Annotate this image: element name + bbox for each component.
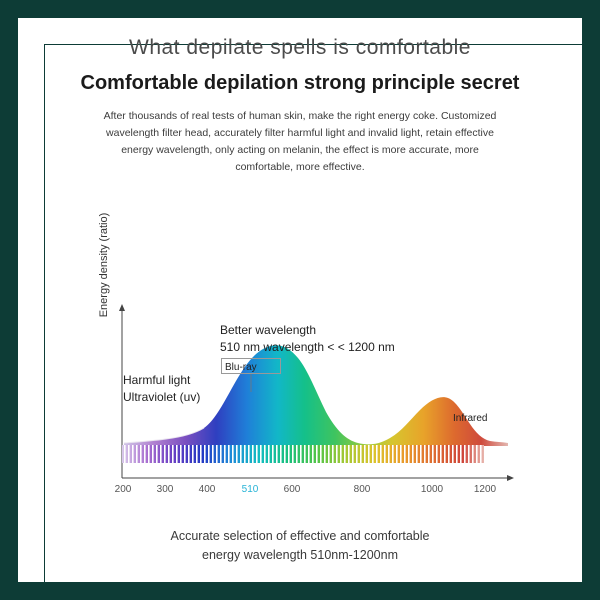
x-tick-1200: 1200 <box>473 484 497 495</box>
annotation-infrared: Infrared <box>453 413 488 424</box>
annotation-harmful-line1: Harmful light <box>123 373 191 387</box>
x-tick-300: 300 <box>156 484 174 495</box>
annotation-harmful-line2: Ultraviolet (uv) <box>123 390 201 405</box>
annotation-better-line2: 510 nm wavelength < < 1200 nm <box>220 340 395 355</box>
annotation-blu-ray: Blu-ray <box>225 362 257 373</box>
x-tick-510: 510 <box>241 484 259 495</box>
x-tick-800: 800 <box>353 484 371 495</box>
page-subtitle: Comfortable depilation strong principle secret <box>80 72 520 94</box>
spectrum-chart <box>90 212 515 520</box>
x-tick-1000: 1000 <box>420 484 444 495</box>
page-title: What depilate spells is comfortable <box>129 36 471 59</box>
annotation-harmful-light <box>123 372 200 407</box>
chart-caption-line2: energy wavelength 510nm-1200nm <box>202 548 398 563</box>
chart-caption-line1: Accurate selection of effective and comfortable <box>170 529 430 543</box>
annotation-better-wavelength <box>220 322 395 357</box>
spectrum-strip <box>122 445 484 463</box>
x-tick-600: 600 <box>283 484 301 495</box>
body-paragraph: After thousands of real tests of human skin, make the right energy coke. Customized wavelength filter head, accurately filter harmful light and invalid light, retain effective energy wavelength, only acting on melanin, the effect is more accurate, more comfortable, more effective. <box>103 110 497 173</box>
annotation-better-line1: Better wavelength <box>220 323 317 337</box>
y-axis-label: Energy density (ratio) <box>98 212 110 318</box>
x-tick-400: 400 <box>198 484 216 495</box>
x-tick-200: 200 <box>114 484 132 495</box>
chart-caption <box>0 527 600 566</box>
